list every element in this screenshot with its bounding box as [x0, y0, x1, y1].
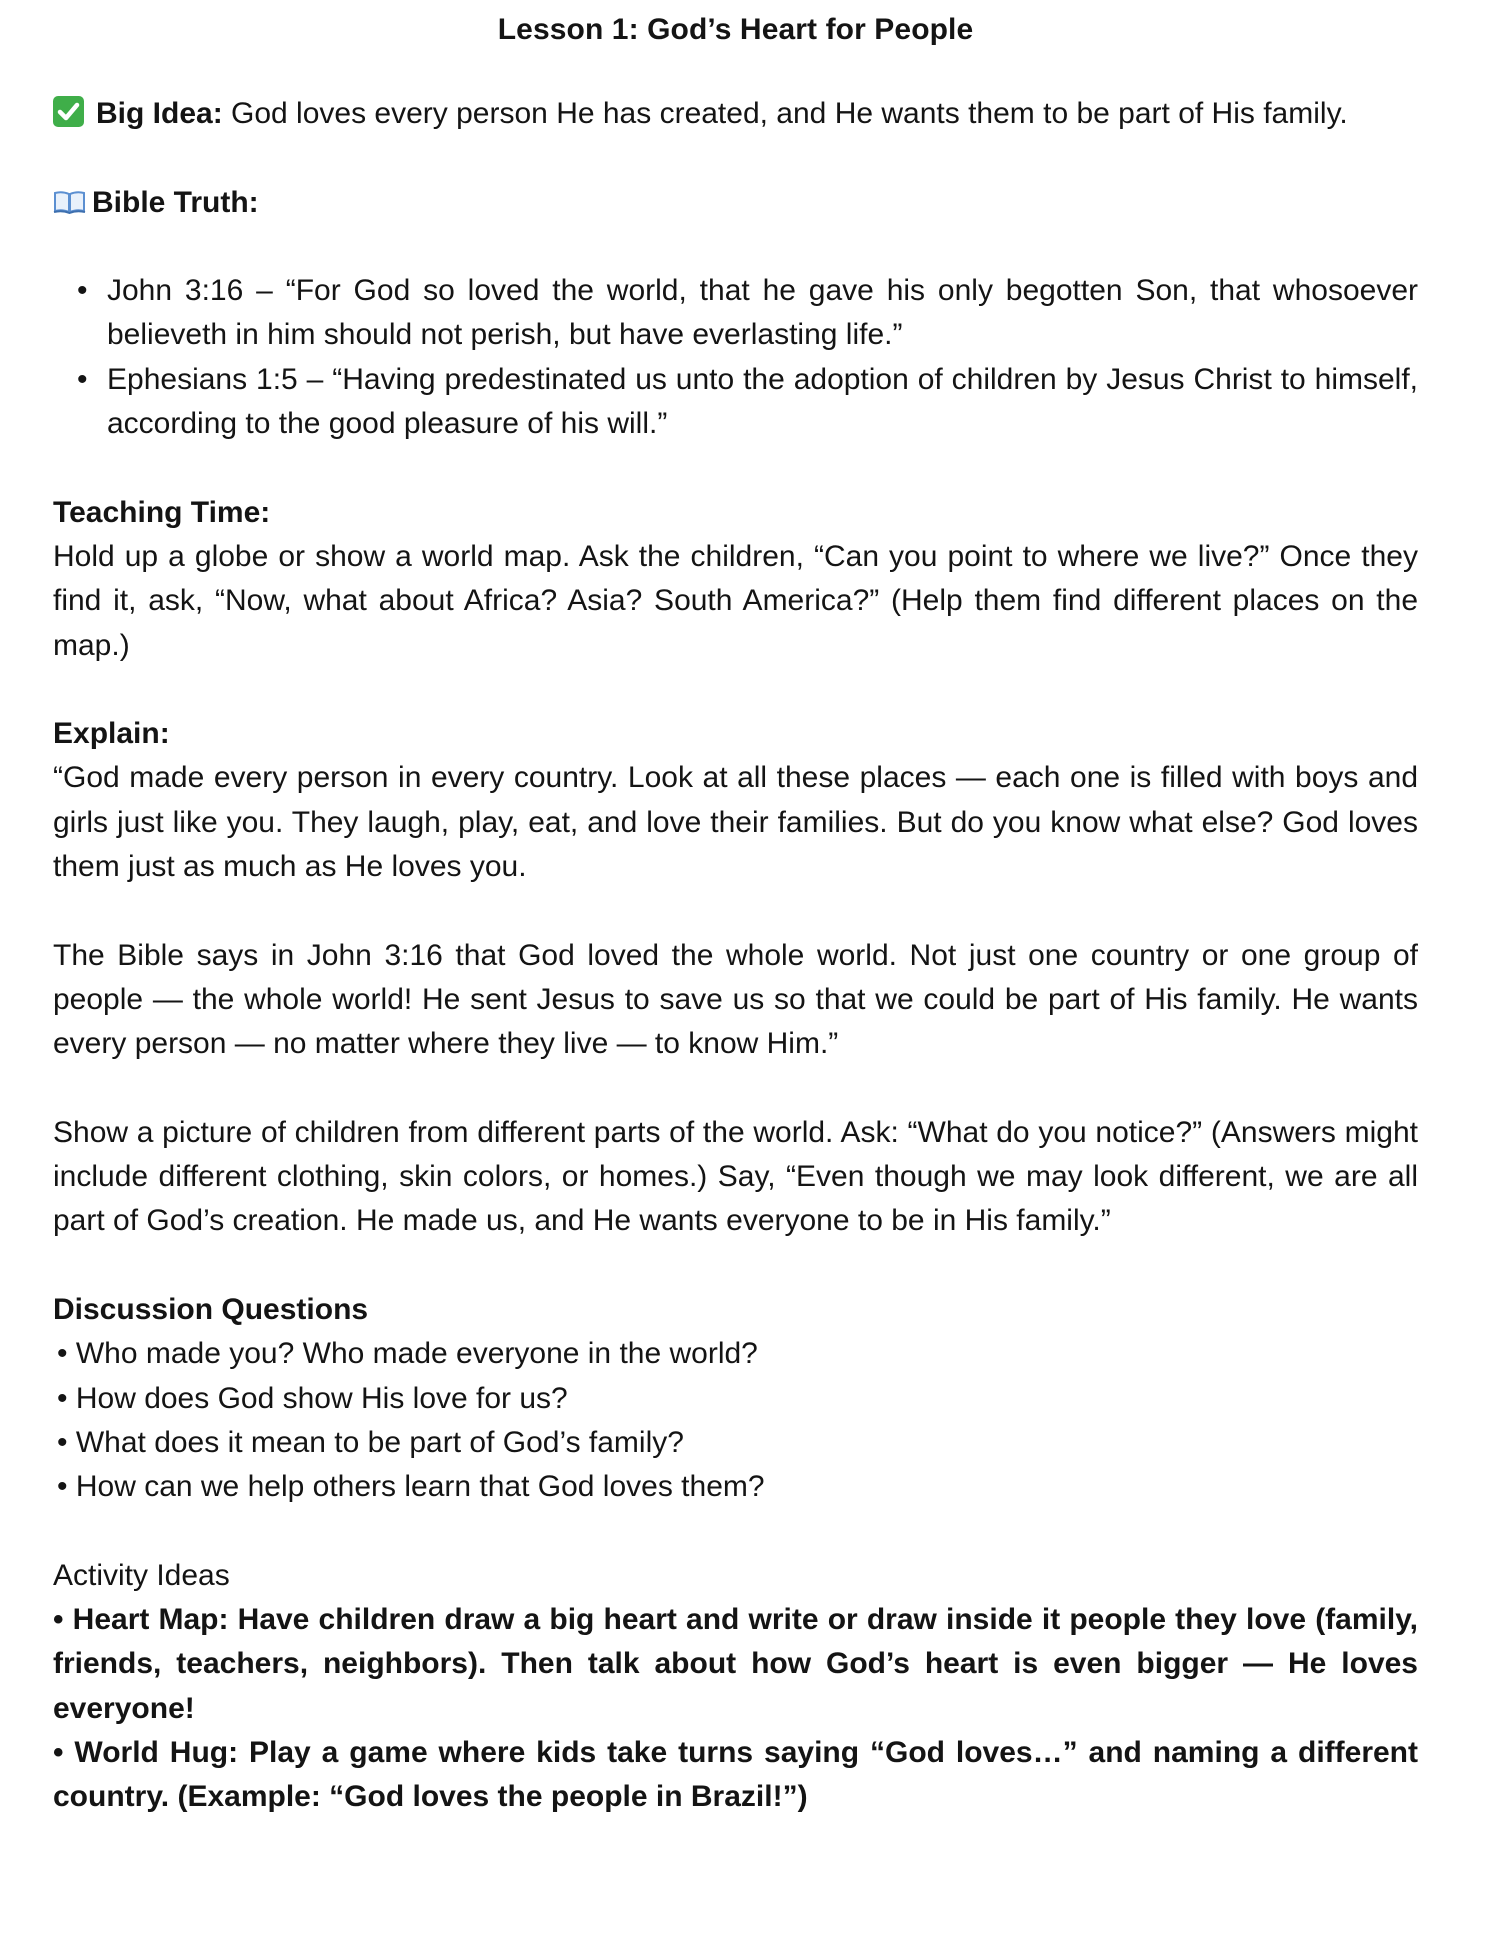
explain-paragraph: The Bible says in John 3:16 that God loved the whole world. Not just one country or one group of people — the whole world! He sent Jesus to save us so that we could be part of His family. He wants every person — no matter where they live — to know Him.”	[53, 938, 1418, 1061]
list-item: • Ephesians 1:5 – “Having predestinated us unto the adoption of children by Jesus Christ to himself, according to the good pleasure of his will.”	[77, 362, 1418, 441]
document-page	[53, 0, 1418, 1820]
activity-item: • Heart Map: Have children draw a big heart and write or draw inside it people they love (family, friends, teachers, neighbors). Then talk about how God’s heart is even bigger — He loves everyone!	[53, 1603, 1418, 1725]
bible-truth-label: Bible Truth:	[92, 185, 259, 219]
bible-truth-heading	[53, 181, 1418, 225]
discussion-question: • Who made you? Who made everyone in the world?	[57, 1337, 758, 1371]
lesson-title: Lesson 1: God’s Heart for People	[497, 13, 974, 46]
discussion-question: • How can we help others learn that God loves them?	[57, 1470, 765, 1504]
check-mark-button-icon	[53, 96, 84, 127]
verse-text: Ephesians 1:5 – “Having predestinated us unto the adoption of children by Jesus Christ to himself, according to the good pleasure of his will.”	[107, 362, 1418, 441]
discussion-label: Discussion Questions	[53, 1293, 369, 1327]
explain-paragraph: “God made every person in every country. Look at all these places — each one is filled with boys and girls just like you. They laugh, play, eat, and love their families. But do you know what else? God loves them just as much as He loves you.	[53, 761, 1418, 884]
verse-text: John 3:16 – “For God so loved the world, that he gave his only begotten Son, that whosoever believeth in him should not perish, but have everlasting life.”	[107, 274, 1418, 352]
discussion-question: • How does God show His love for us?	[57, 1381, 568, 1415]
activity-item: • World Hug: Play a game where kids take turns saying “God loves…” and naming a different country. (Example: “God loves the people in Brazil!”)	[53, 1735, 1418, 1814]
discussion-question: • What does it mean to be part of God’s family?	[57, 1425, 684, 1459]
verse-list	[53, 269, 1418, 446]
activity-label: Activity Ideas	[53, 1558, 230, 1592]
teaching-time-text: Hold up a globe or show a world map. Ask the children, “Can you point to where we live?” Once they find it, ask, “Now, what about Africa? Asia? South America?” (Help them find different places on the map.)	[53, 539, 1418, 662]
big-idea-text: God loves every person He has created, and He wants them to be part of His family.	[222, 97, 1348, 130]
open-book-icon	[53, 183, 86, 207]
explain-label: Explain:	[53, 717, 170, 751]
list-item: • John 3:16 – “For God so loved the world, that he gave his only begotten Son, that whosoever believeth in him should not perish, but have everlasting life.”	[77, 274, 1418, 352]
big-idea-paragraph	[53, 92, 1418, 136]
teaching-time-label: Teaching Time:	[53, 495, 271, 529]
big-idea-label: Big Idea:	[96, 97, 223, 130]
explain-paragraph: Show a picture of children from different parts of the world. Ask: “What do you notice?” (Answers might include different clothing, skin colors, or homes.) Say, “Even though we may look different, we are all part of God’s creation. He made us, and He wants everyone to be in His family.”	[53, 1115, 1418, 1238]
